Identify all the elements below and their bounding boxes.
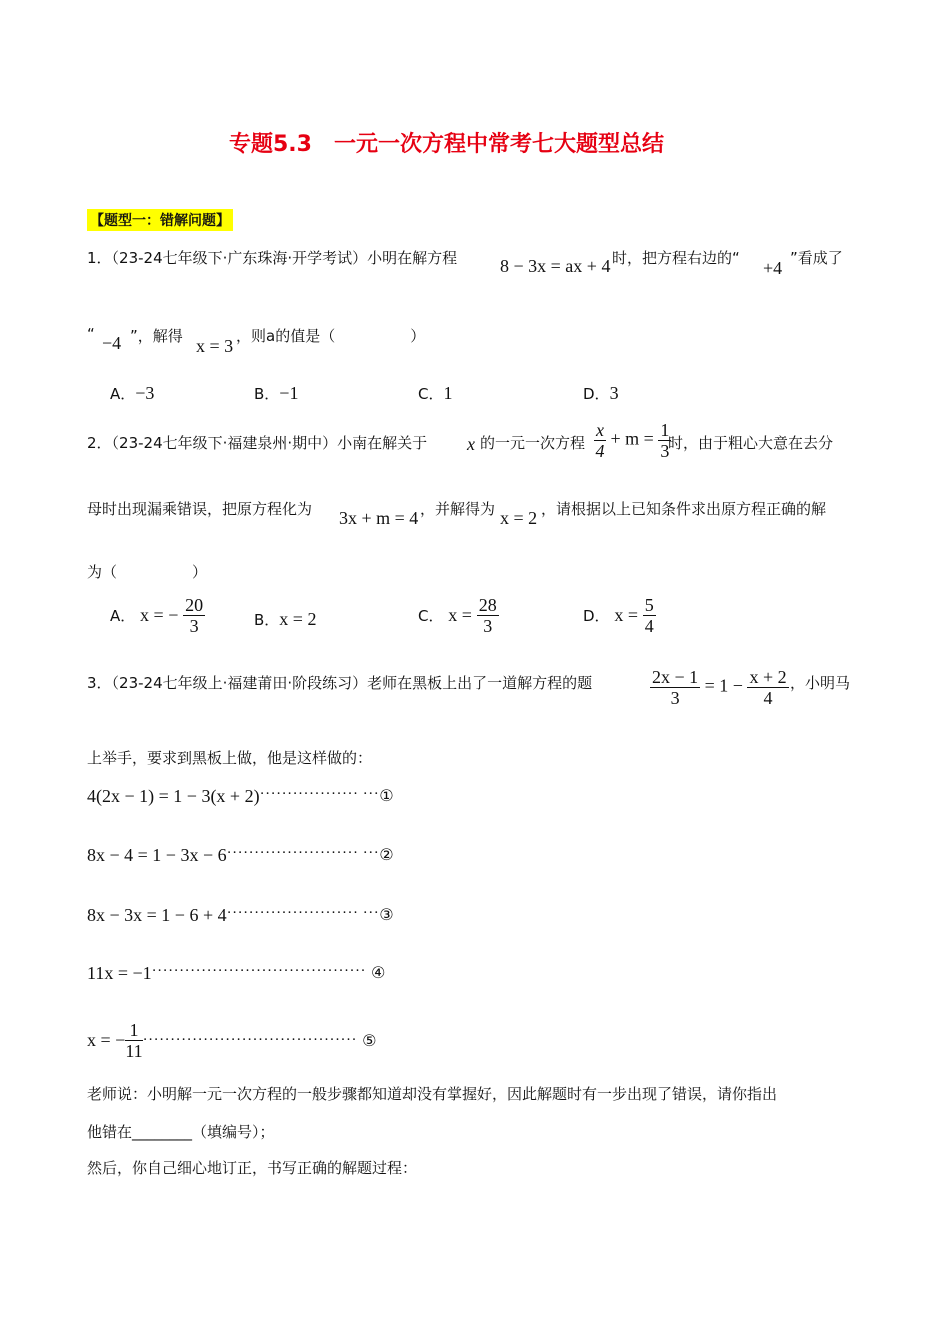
- fraction-numerator: x + 2: [749, 667, 787, 687]
- q3-step-4: [87, 963, 385, 984]
- fraction-denominator: 4: [763, 688, 773, 708]
- fraction-denominator: 4: [595, 441, 605, 461]
- fraction-numerator: 28: [478, 595, 497, 615]
- q2-line1: [87, 432, 427, 453]
- q3-step-3: [87, 905, 394, 926]
- step-dots: ························ ···: [226, 845, 380, 861]
- q2-text-c: 时，由于粗心大意在去分: [668, 434, 834, 452]
- option-label: B．: [254, 385, 280, 403]
- q2-wrong-solution: x = 2: [500, 508, 538, 528]
- q1-option-a[interactable]: [110, 383, 154, 404]
- q2-option-b[interactable]: [254, 609, 316, 630]
- q2-text-a: （23-24七年级下·福建泉州·期中）小南在解关于: [111, 434, 428, 452]
- fraction-denominator: 3: [660, 441, 670, 461]
- q3-line1: [87, 672, 592, 693]
- q1-option-d[interactable]: [583, 383, 619, 404]
- q1-minus4: −4: [102, 333, 122, 353]
- q1-plus4: +4: [763, 258, 783, 278]
- q2-var: x: [467, 434, 475, 454]
- fraction-numerator: 1: [125, 1020, 142, 1041]
- option-label: A．: [110, 385, 136, 403]
- option-value: −1: [279, 383, 299, 403]
- q2-text-b: 的一元一次方程: [480, 434, 586, 452]
- step-dots: ·······································: [142, 1032, 357, 1048]
- q3-comment-1: 老师说：小明解一元一次方程的一般步骤都知道却没有掌握好，因此解题时有一步出现了错误，请你指出: [87, 1085, 778, 1103]
- fraction-denominator: 11: [125, 1041, 143, 1061]
- q1-text-d: ”，解得: [130, 327, 183, 345]
- option-label: D．: [583, 607, 610, 625]
- fraction-denominator: 3: [189, 616, 199, 636]
- q1-text-e: ，则a的值是（ ）: [236, 327, 426, 345]
- q2-line3: 为（ ）: [87, 563, 208, 581]
- q1-number: 1．: [87, 249, 112, 267]
- option-value: −3: [135, 383, 155, 403]
- option-label: D．: [583, 385, 610, 403]
- q3-step-5: [87, 1020, 376, 1061]
- q1-line1: [87, 247, 457, 268]
- step-marker: ③: [379, 905, 394, 924]
- q3-comment-3: 然后，你自己细心地订正，书写正确的解题过程：: [87, 1159, 418, 1177]
- option-value: 1: [443, 383, 453, 403]
- q2-line2-c: ，请根据以上已知条件求出原方程正确的解: [541, 500, 827, 518]
- step-marker: ②: [379, 845, 394, 864]
- fraction-numerator: x: [596, 420, 604, 440]
- option-label: A．: [110, 607, 136, 625]
- step-expression: 4(2x − 1) = 1 − 3(x + 2): [87, 786, 260, 806]
- fraction-numerator: 5: [644, 595, 654, 615]
- q2-line2-b: ，并解得为: [420, 500, 496, 518]
- page-title: 专题5.3 一元一次方程中常考七大题型总结: [229, 132, 664, 157]
- step-expression: 8x − 3x = 1 − 6 + 4: [87, 905, 227, 925]
- q2-line2-a: 母时出现漏乘错误，把原方程化为: [87, 500, 313, 518]
- step-marker: ①: [379, 786, 394, 805]
- option-label: B．: [254, 611, 280, 629]
- q1-text-c: ”看成了: [790, 249, 843, 267]
- step-expression: 8x − 4 = 1 − 3x − 6: [87, 845, 227, 865]
- q1-option-b[interactable]: [254, 383, 298, 404]
- option-prefix: x = −: [140, 605, 179, 625]
- q1-solution: x = 3: [196, 336, 234, 356]
- q1-option-c[interactable]: [418, 383, 452, 404]
- step-dots: ·················· ···: [259, 786, 380, 802]
- q3-step-1: [87, 786, 394, 807]
- q2-number: 2．: [87, 434, 112, 452]
- q1-text-b: 时，把方程右边的“: [612, 249, 740, 267]
- eq-middle: + m =: [610, 428, 654, 449]
- q2-equation: [594, 420, 671, 461]
- q3-line2: 上举手，要求到黑板上做，他是这样做的：: [87, 749, 373, 767]
- fraction-numerator: 2x − 1: [652, 667, 699, 687]
- option-prefix: x =: [448, 605, 472, 625]
- q3-text-b: ，小明马: [790, 674, 851, 692]
- fraction-denominator: 4: [644, 616, 654, 636]
- q2-option-c[interactable]: [418, 595, 499, 636]
- option-prefix: x =: [614, 605, 638, 625]
- option-value: x = 2: [279, 609, 317, 629]
- q3-equation: [650, 667, 789, 708]
- q2-option-a[interactable]: [110, 595, 205, 636]
- q3-number: 3．: [87, 674, 112, 692]
- q1-equation: 8 − 3x = ax + 4: [500, 256, 611, 276]
- step-marker: ④: [371, 963, 386, 982]
- q2-option-d[interactable]: [583, 595, 656, 636]
- option-label: C．: [418, 607, 444, 625]
- step-marker: ⑤: [362, 1031, 377, 1050]
- option-value: 3: [609, 383, 619, 403]
- step-dots: ························ ···: [226, 905, 380, 921]
- q2-wrong-equation: 3x + m = 4: [339, 508, 419, 528]
- step-expression: 11x = −1: [87, 963, 152, 983]
- option-label: C．: [418, 385, 444, 403]
- fraction-denominator: 3: [483, 616, 493, 636]
- q1-text-a: （23-24七年级下·广东珠海·开学考试）小明在解方程: [111, 249, 458, 267]
- q1-quote-open: “: [87, 325, 95, 343]
- section-heading: 【题型一：错解问题】: [87, 209, 233, 231]
- step-prefix: x = −: [87, 1030, 126, 1050]
- q3-text-a: （23-24七年级上·福建莆田·阶段练习）老师在黑板上出了一道解方程的题: [111, 674, 593, 692]
- fraction-numerator: 20: [185, 595, 204, 615]
- fraction-denominator: 3: [670, 688, 680, 708]
- q3-comment-2: 他错在________（填编号）；: [87, 1123, 275, 1141]
- q3-step-2: [87, 845, 394, 866]
- step-dots: ·······································: [151, 963, 366, 979]
- eq-middle: = 1 −: [704, 675, 743, 696]
- fraction-numerator: 1: [660, 420, 670, 440]
